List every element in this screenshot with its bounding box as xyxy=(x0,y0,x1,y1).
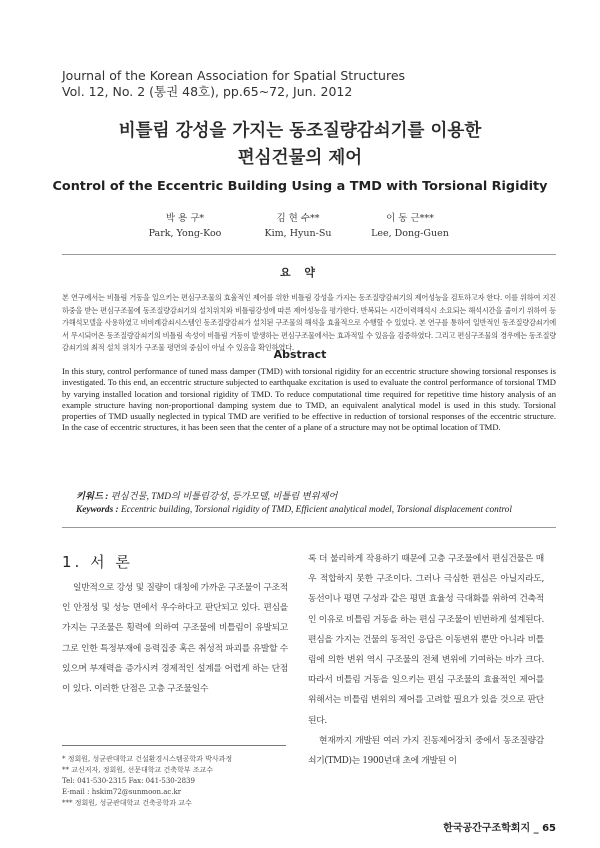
keywords-korean xyxy=(76,488,338,502)
journal-volume: Vol. 12, No. 2 (통권 48호), pp.65~72, Jun. 2012 xyxy=(62,84,353,99)
keywords-en-text: Eccentric building, Torsional rigidity of TMD, Efficient analytical model, Torsional displacement control xyxy=(120,505,512,515)
section-heading: 1. 서 론 xyxy=(62,553,133,571)
author-3-en: Lee, Dong-Guen xyxy=(371,228,449,239)
left-column xyxy=(62,578,288,699)
title-ko-line1: 비틀림 강성을 가지는 동조질량감쇠기를 이용한 xyxy=(118,121,482,141)
abstract-en-heading: Abstract xyxy=(273,348,327,361)
right-column xyxy=(308,549,544,771)
footnotes xyxy=(62,754,286,809)
footnote-4: E-mail : hskim72@sunmoon.ac.kr xyxy=(62,788,182,796)
author-1-ko: 박 용 구* xyxy=(165,213,205,224)
abstract-ko-heading: 요 약 xyxy=(279,266,321,279)
footnote-rule xyxy=(62,745,286,746)
keywords-ko-text: 편심건물, TMD의 비틀림강성, 등가모델, 비틀림 변위제어 xyxy=(110,492,338,502)
left-column-text: 일반적으로 강성 및 질량이 대칭에 가까운 구조물이 구조적인 안정성 및 성능 면에서 우수하다고 판단되고 있다. 편심을 가지는 구조물은 횡력에 의하여 구조물에 비틀림이 유발되고 그로 인한 특정부재에 응력집중 혹은 취성적 파괴를 유발할 수 있으며 부재력을 증가시켜 경제적인 설계를 어렵게 하는 단점이 있다. 이러한 단점은 고층 구조물일수 xyxy=(62,583,288,695)
divider-top xyxy=(62,254,556,255)
author-1-en: Park, Yong-Koo xyxy=(148,228,222,239)
footnote-1: * 정회원, 성균관대학교 건설환경시스템공학과 박사과정 xyxy=(62,755,233,763)
author-3 xyxy=(335,211,485,241)
footnote-3: Tel: 041-530-2315 Fax: 041-530-2839 xyxy=(62,777,195,785)
right-column-para-2: 현재까지 개발된 여러 가지 진동제어장치 중에서 동조질량감쇠기(TMD)는 1900년대 초에 개발된 이 xyxy=(308,735,544,767)
page-footer: 한국공간구조학회지 _ 65 xyxy=(443,823,556,834)
divider-bottom xyxy=(62,527,556,528)
abstract-english: In this stury, control performance of tuned mass damper (TMD) with torsional rigidity for an eccentric structure showing torsional responses is investigated. To this end, an eccentric structure subjected to earthquake excitation is used to evaluate the control performance of torsional TMD by varying installed location and torsional rigidity of TMD. To reduce computational time required for repetitive time history analysis of an example structure having non-proportional damping system due to TMD, an equivalent analytical model is used in this study. Torsional properties of TMD usually neglected in typical TMD are verified to be effective in reduction of torsional responses of the eccentric structure. In the case of eccentric structures, it has been seen that the center of a plane of a structure may not be optimal location of TMD. xyxy=(62,366,556,433)
right-column-para-1: 록 더 불리하게 작용하기 때문에 고층 구조물에서 편심건물은 매우 적합하지 못한 구조이다. 그러나 극심한 편심은 아닐지라도, 동선이나 평면 구성과 같은 평면 효율성 극대화를 위하여 건축적인 이유로 비틀림 거동을 하는 편심 구조물이 빈번하게 설계된다. 편심을 가지는 건물의 동적인 응답은 이동변위 뿐만 아니라 비틀림에 의한 변위 역시 구조물의 전체 변위에 기여하는 바가 크다. 따라서 비틀림 거동을 일으키는 편심 구조물의 효율적인 제어를 위해서는 비틀림 변위의 제어를 고려할 필요가 있을 것으로 판단된다. xyxy=(308,554,544,726)
footnote-2: ** 교신저자, 정회원, 선문대학교 건축학부 조교수 xyxy=(62,766,214,774)
author-2-en: Kim, Hyun-Su xyxy=(264,228,332,239)
title-english: Control of the Eccentric Building Using a TMD with Torsional Rigidity xyxy=(52,179,548,194)
title-korean xyxy=(0,118,600,172)
keywords-english xyxy=(76,505,512,515)
journal-name: Journal of the Korean Association for Spatial Structures xyxy=(62,68,406,83)
keywords-en-label: Keywords : xyxy=(76,505,119,515)
keywords-ko-label: 키워드 : xyxy=(76,492,109,502)
abstract-korean: 본 연구에서는 비틀림 거동을 일으키는 편심구조물의 효율적인 제어를 위한 비틀림 강성을 가지는 동조질량감쇠기의 제어성능을 검토하고자 한다. 이를 위하여 지진하중을 받는 편심구조물에 동조질량감쇠기의 설치위치와 비틀림강성에 따른 제어성능을 평가한다. 반복되는 시간이력해석시 소요되는 해석시간을 줄이기 위하여 등가해석모델을 사용하였고 비비례감쇠시스템인 동조질량감쇠가 설치된 구조물의 해석을 효율적으로 수행할 수 있었다. 본 연구를 통하여 일반적인 동조질량감쇠기에서 무시되어온 동조질량감쇠기의 비틀림 속성이 비틀림 거동이 발생하는 편심구조물에서는 효과적일 수 있음을 검증하였다. 그리고 편심구조물의 경우에는 동조질량감쇠기의 최적 설치 위치가 구조물 평면의 중심이 아닐 수 있음을 확인하였다. xyxy=(62,293,556,352)
footnote-5: *** 정회원, 성균관대학교 건축공학과 교수 xyxy=(62,799,192,807)
author-3-ko: 이 동 근*** xyxy=(386,213,434,224)
journal-header xyxy=(62,68,405,100)
author-2-ko: 김 현 수** xyxy=(276,213,320,224)
title-ko-line2: 편심건물의 제어 xyxy=(237,148,363,168)
